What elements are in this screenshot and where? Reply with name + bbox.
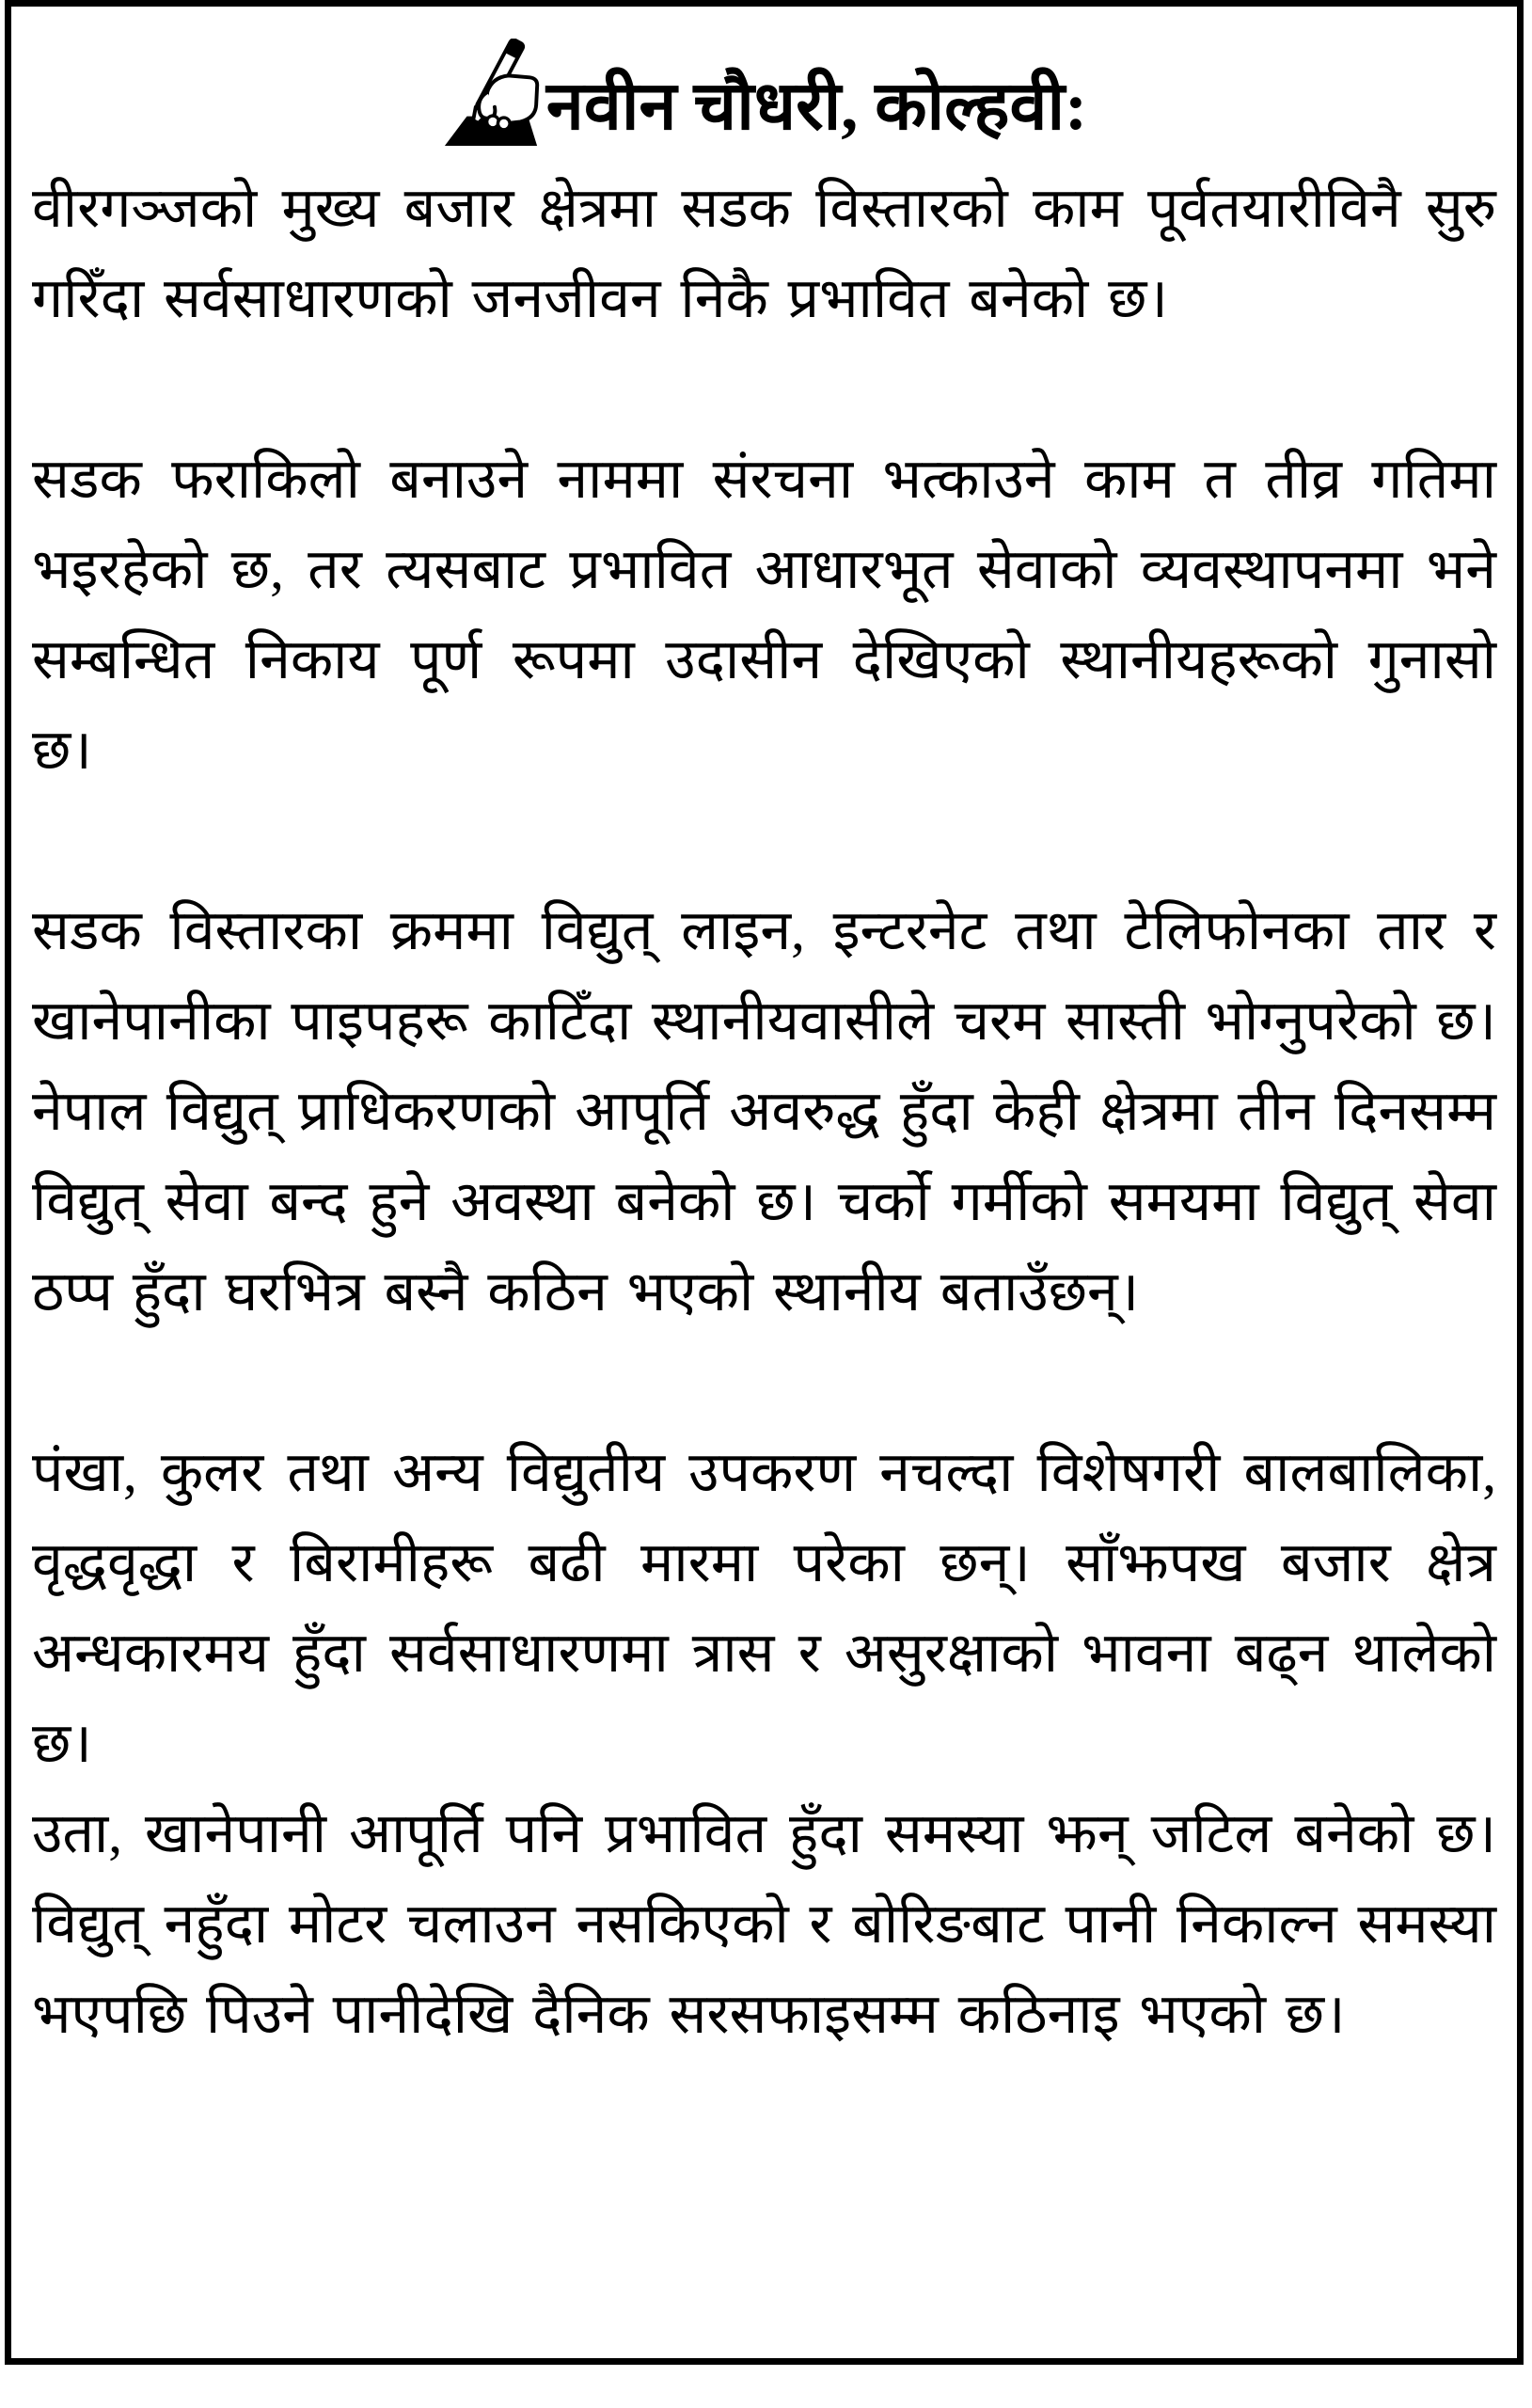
paragraph-2: सडक फराकिलो बनाउने नाममा संरचना भत्काउने काम त तीव्र गतिमा भइरहेको छ, तर त्यसबाट प्रभावित आधारभूत सेवाको व्यवस्थापनमा भने सम्बन्धित निकाय पूर्ण रूपमा उदासीन देखिएको स्थानीयहरूको गुनासो छ। [32,448,1496,781]
paragraph-5: उता, खानेपानी आपूर्ति पनि प्रभावित हुँदा समस्या झन् जटिल बनेको छ। विद्युत् नहुँदा मोटर चलाउन नसकिएको र बोरिङबाट पानी निकाल्न समस्या भएपछि पिउने पानीदेखि दैनिक सरसफाइसम्म कठिनाइ भएको छ। [32,1802,1496,2045]
paragraph-4: पंखा, कुलर तथा अन्य विद्युतीय उपकरण नचल्दा विशेषगरी बालबालिका, वृद्धवृद्धा र बिरामीहरू बढी मारमा परेका छन्। साँझपख बजार क्षेत्र अन्धकारमय हुँदा सर्वसाधारणमा त्रास र असुरक्षाको भावना बढ्न थालेको छ। [32,1441,1496,1774]
paragraph-3: सडक विस्तारका क्रममा विद्युत् लाइन, इन्टरनेट तथा टेलिफोनका तार र खानेपानीका पाइपहरू काटिँदा स्थानीयवासीले चरम सास्ती भोग्नुपरेको छ। नेपाल विद्युत् प्राधिकरणको आपूर्ति अवरुद्ध हुँदा केही क्षेत्रमा तीन दिनसम्म विद्युत् सेवा बन्द हुने अवस्था बनेको छ। चर्को गर्मीको समयमा विद्युत् सेवा ठप्प हुँदा घरभित्र बस्नै कठिन भएको स्थानीय बताउँछन्। [32,899,1496,1323]
writing-hand-icon [441,39,543,150]
byline [32,39,1496,150]
paragraph-1: वीरगञ्जको मुख्य बजार क्षेत्रमा सडक विस्तारको काम पूर्वतयारीविनै सुरु गरिँदा सर्वसाधारणको जनजीवन निकै प्रभावित बनेको छ। [32,177,1496,329]
article-border-frame [5,0,1524,2365]
byline-text: नवीन चौधरी, कोल्हवी: [545,68,1088,144]
